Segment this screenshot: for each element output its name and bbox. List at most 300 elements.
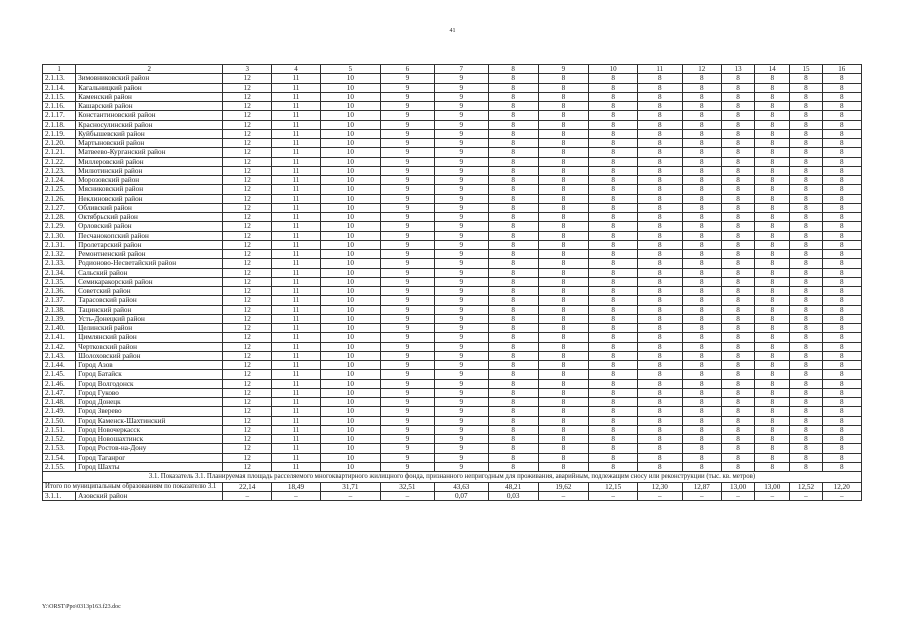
value-cell: 8 bbox=[488, 398, 538, 407]
value-cell: 8 bbox=[790, 287, 822, 296]
row-code: 2.1.23. bbox=[43, 166, 76, 175]
table-row bbox=[43, 120, 862, 129]
value-cell: 8 bbox=[790, 444, 822, 453]
value-cell: 8 bbox=[822, 407, 861, 416]
row-code: 2.1.42. bbox=[43, 342, 76, 351]
value-cell: 12 bbox=[223, 129, 272, 138]
value-cell: 9 bbox=[380, 314, 434, 323]
value-cell: 8 bbox=[755, 120, 790, 129]
value-cell: 10 bbox=[320, 388, 380, 397]
value-cell: 8 bbox=[538, 324, 589, 333]
value-cell: 8 bbox=[488, 314, 538, 323]
value-cell: 8 bbox=[790, 92, 822, 101]
value-cell: 0,07 bbox=[434, 491, 488, 500]
value-cell: 8 bbox=[638, 370, 683, 379]
value-cell: 10 bbox=[320, 259, 380, 268]
table-row bbox=[43, 231, 862, 240]
value-cell: 8 bbox=[538, 435, 589, 444]
value-cell: 8 bbox=[538, 194, 589, 203]
value-cell: 8 bbox=[721, 240, 754, 249]
value-cell: 9 bbox=[380, 102, 434, 111]
value-cell: 8 bbox=[682, 444, 721, 453]
value-cell: 8 bbox=[488, 129, 538, 138]
value-cell: 9 bbox=[434, 370, 488, 379]
row-code: 2.1.19. bbox=[43, 129, 76, 138]
value-cell: 12 bbox=[223, 314, 272, 323]
value-cell: 8 bbox=[538, 74, 589, 83]
value-cell: 8 bbox=[488, 462, 538, 471]
row-name: Ремонтненский район bbox=[76, 250, 223, 259]
value-cell: 8 bbox=[589, 305, 638, 314]
value-cell: 12 bbox=[223, 166, 272, 175]
value-cell: 10 bbox=[320, 462, 380, 471]
value-cell: 8 bbox=[538, 102, 589, 111]
value-cell: 10 bbox=[320, 185, 380, 194]
value-cell: 8 bbox=[538, 388, 589, 397]
value-cell: 8 bbox=[589, 342, 638, 351]
value-cell: – bbox=[589, 491, 638, 500]
value-cell: 8 bbox=[822, 388, 861, 397]
value-cell: 8 bbox=[755, 333, 790, 342]
value-cell: 8 bbox=[538, 111, 589, 120]
value-cell: 9 bbox=[380, 425, 434, 434]
value-cell: 11 bbox=[272, 213, 321, 222]
total-value: 12,30 bbox=[638, 482, 683, 491]
value-cell: 8 bbox=[790, 407, 822, 416]
value-cell: 9 bbox=[434, 148, 488, 157]
row-name: Город Батайск bbox=[76, 370, 223, 379]
value-cell: 12 bbox=[223, 185, 272, 194]
value-cell: 8 bbox=[589, 296, 638, 305]
value-cell: 12 bbox=[223, 231, 272, 240]
value-cell: 8 bbox=[589, 203, 638, 212]
row-code: 2.1.37. bbox=[43, 296, 76, 305]
value-cell: 12 bbox=[223, 240, 272, 249]
value-cell: 8 bbox=[538, 120, 589, 129]
row-name: Целинский район bbox=[76, 324, 223, 333]
total-value: 43,63 bbox=[434, 482, 488, 491]
value-cell: 8 bbox=[538, 268, 589, 277]
row-name: Город Гуково bbox=[76, 388, 223, 397]
table-row bbox=[43, 139, 862, 148]
value-cell: 8 bbox=[790, 111, 822, 120]
value-cell: – bbox=[380, 491, 434, 500]
value-cell: 11 bbox=[272, 287, 321, 296]
row-code: 2.1.22. bbox=[43, 157, 76, 166]
header-cell: 14 bbox=[755, 65, 790, 74]
row-name: Усть-Донецкий район bbox=[76, 314, 223, 323]
total-value: 22,14 bbox=[223, 482, 272, 491]
value-cell: 8 bbox=[682, 361, 721, 370]
value-cell: 9 bbox=[434, 92, 488, 101]
value-cell: 8 bbox=[589, 425, 638, 434]
value-cell: 12 bbox=[223, 268, 272, 277]
value-cell: 8 bbox=[638, 213, 683, 222]
value-cell: 8 bbox=[682, 148, 721, 157]
value-cell: 11 bbox=[272, 74, 321, 83]
value-cell: 8 bbox=[755, 314, 790, 323]
value-cell: 8 bbox=[589, 435, 638, 444]
value-cell: 8 bbox=[721, 185, 754, 194]
value-cell: 8 bbox=[721, 222, 754, 231]
row-name: Город Донецк bbox=[76, 398, 223, 407]
value-cell: 8 bbox=[589, 185, 638, 194]
table-row bbox=[43, 462, 862, 471]
value-cell: 9 bbox=[434, 287, 488, 296]
value-cell: 9 bbox=[380, 222, 434, 231]
value-cell: 11 bbox=[272, 176, 321, 185]
header-cell: 1 bbox=[43, 65, 76, 74]
value-cell: 8 bbox=[638, 83, 683, 92]
value-cell: 10 bbox=[320, 83, 380, 92]
value-cell: 8 bbox=[488, 287, 538, 296]
value-cell: 12 bbox=[223, 259, 272, 268]
header-cell: 5 bbox=[320, 65, 380, 74]
value-cell: 8 bbox=[682, 370, 721, 379]
row-name: Город Шахты bbox=[76, 462, 223, 471]
value-cell: 9 bbox=[434, 324, 488, 333]
value-cell: 10 bbox=[320, 314, 380, 323]
value-cell: 8 bbox=[682, 407, 721, 416]
row-name: Матвеево-Курганский район bbox=[76, 148, 223, 157]
value-cell: 8 bbox=[638, 435, 683, 444]
value-cell: 11 bbox=[272, 83, 321, 92]
value-cell: 8 bbox=[822, 185, 861, 194]
value-cell: 8 bbox=[488, 453, 538, 462]
value-cell: 8 bbox=[721, 259, 754, 268]
header-cell: 10 bbox=[589, 65, 638, 74]
value-cell: 11 bbox=[272, 314, 321, 323]
value-cell: 8 bbox=[538, 222, 589, 231]
value-cell: 8 bbox=[538, 416, 589, 425]
value-cell: 9 bbox=[434, 213, 488, 222]
value-cell: 8 bbox=[682, 277, 721, 286]
value-cell: 8 bbox=[488, 176, 538, 185]
row-name: Песчанокопский район bbox=[76, 231, 223, 240]
value-cell: 10 bbox=[320, 222, 380, 231]
value-cell: 9 bbox=[434, 333, 488, 342]
value-cell: 10 bbox=[320, 287, 380, 296]
value-cell: 8 bbox=[638, 259, 683, 268]
value-cell: 12 bbox=[223, 305, 272, 314]
value-cell: 8 bbox=[589, 102, 638, 111]
file-path-footer: Y:\ORST\Ppo\0313p163.f23.doc bbox=[42, 604, 121, 610]
value-cell: 8 bbox=[790, 462, 822, 471]
value-cell: 9 bbox=[434, 296, 488, 305]
value-cell: 9 bbox=[380, 342, 434, 351]
value-cell: 8 bbox=[755, 250, 790, 259]
table-row bbox=[43, 83, 862, 92]
value-cell: 8 bbox=[721, 250, 754, 259]
value-cell: 10 bbox=[320, 139, 380, 148]
value-cell: 8 bbox=[538, 83, 589, 92]
row-name: Октябрьский район bbox=[76, 213, 223, 222]
value-cell: 8 bbox=[822, 333, 861, 342]
value-cell: 9 bbox=[434, 462, 488, 471]
value-cell: 10 bbox=[320, 407, 380, 416]
value-cell: 10 bbox=[320, 277, 380, 286]
row-code: 2.1.49. bbox=[43, 407, 76, 416]
value-cell: 8 bbox=[638, 379, 683, 388]
value-cell: 12 bbox=[223, 213, 272, 222]
value-cell: 9 bbox=[434, 361, 488, 370]
value-cell: 10 bbox=[320, 129, 380, 138]
data-table-container bbox=[42, 64, 862, 501]
value-cell: 12 bbox=[223, 361, 272, 370]
value-cell: 8 bbox=[822, 361, 861, 370]
value-cell: 8 bbox=[822, 83, 861, 92]
value-cell: 8 bbox=[589, 333, 638, 342]
value-cell: 11 bbox=[272, 92, 321, 101]
value-cell: 8 bbox=[755, 213, 790, 222]
value-cell: 8 bbox=[488, 166, 538, 175]
value-cell: 8 bbox=[790, 425, 822, 434]
value-cell: 10 bbox=[320, 333, 380, 342]
value-cell: 8 bbox=[589, 324, 638, 333]
value-cell: 10 bbox=[320, 250, 380, 259]
header-cell: 4 bbox=[272, 65, 321, 74]
value-cell: 8 bbox=[638, 287, 683, 296]
value-cell: 8 bbox=[822, 296, 861, 305]
value-cell: 8 bbox=[721, 277, 754, 286]
table-row bbox=[43, 222, 862, 231]
value-cell: 9 bbox=[434, 203, 488, 212]
value-cell: 12 bbox=[223, 342, 272, 351]
value-cell: 8 bbox=[721, 148, 754, 157]
value-cell: 8 bbox=[589, 129, 638, 138]
value-cell: 8 bbox=[790, 370, 822, 379]
value-cell: 9 bbox=[434, 351, 488, 360]
value-cell: 9 bbox=[380, 148, 434, 157]
value-cell: 8 bbox=[755, 157, 790, 166]
header-cell: 6 bbox=[380, 65, 434, 74]
value-cell: 8 bbox=[488, 92, 538, 101]
table-row bbox=[43, 453, 862, 462]
table-row bbox=[43, 129, 862, 138]
value-cell: 8 bbox=[822, 435, 861, 444]
value-cell: 8 bbox=[638, 388, 683, 397]
row-name: Тарасовский район bbox=[76, 296, 223, 305]
value-cell: 8 bbox=[755, 277, 790, 286]
value-cell: 9 bbox=[380, 213, 434, 222]
value-cell: 10 bbox=[320, 444, 380, 453]
total-value: 13,00 bbox=[755, 482, 790, 491]
value-cell: 8 bbox=[589, 194, 638, 203]
value-cell: 8 bbox=[638, 398, 683, 407]
value-cell: 8 bbox=[682, 185, 721, 194]
value-cell: 8 bbox=[589, 388, 638, 397]
value-cell: 12 bbox=[223, 379, 272, 388]
value-cell: 8 bbox=[538, 139, 589, 148]
row-name: Чертковский район bbox=[76, 342, 223, 351]
value-cell: 8 bbox=[721, 416, 754, 425]
value-cell: 8 bbox=[682, 342, 721, 351]
value-cell: 8 bbox=[589, 379, 638, 388]
value-cell: 9 bbox=[380, 92, 434, 101]
value-cell: 8 bbox=[538, 379, 589, 388]
page-number: 41 bbox=[449, 28, 456, 34]
value-cell: 8 bbox=[589, 416, 638, 425]
value-cell: 9 bbox=[380, 120, 434, 129]
value-cell: 8 bbox=[538, 259, 589, 268]
value-cell: 8 bbox=[822, 213, 861, 222]
value-cell: 8 bbox=[488, 250, 538, 259]
value-cell: 9 bbox=[434, 398, 488, 407]
value-cell: 12 bbox=[223, 74, 272, 83]
table-row bbox=[43, 74, 862, 83]
value-cell: 8 bbox=[538, 305, 589, 314]
value-cell: 8 bbox=[682, 231, 721, 240]
value-cell: 8 bbox=[790, 268, 822, 277]
row-code: 2.1.20. bbox=[43, 139, 76, 148]
table-row bbox=[43, 314, 862, 323]
value-cell: 8 bbox=[589, 398, 638, 407]
value-cell: 8 bbox=[755, 453, 790, 462]
value-cell: 8 bbox=[538, 287, 589, 296]
value-cell: 8 bbox=[589, 277, 638, 286]
value-cell: 10 bbox=[320, 398, 380, 407]
row-code: 2.1.40. bbox=[43, 324, 76, 333]
value-cell: 10 bbox=[320, 194, 380, 203]
value-cell: 8 bbox=[822, 342, 861, 351]
value-cell: 12 bbox=[223, 416, 272, 425]
value-cell: 12 bbox=[223, 92, 272, 101]
value-cell: 10 bbox=[320, 231, 380, 240]
value-cell: 8 bbox=[755, 351, 790, 360]
value-cell: 11 bbox=[272, 222, 321, 231]
row-code: 2.1.55. bbox=[43, 462, 76, 471]
value-cell: 8 bbox=[488, 435, 538, 444]
value-cell: 8 bbox=[721, 129, 754, 138]
value-cell: 11 bbox=[272, 462, 321, 471]
value-cell: 8 bbox=[488, 185, 538, 194]
total-value: 12,15 bbox=[589, 482, 638, 491]
value-cell: 8 bbox=[822, 444, 861, 453]
value-cell: 12 bbox=[223, 157, 272, 166]
value-cell: 8 bbox=[488, 444, 538, 453]
value-cell: 8 bbox=[488, 416, 538, 425]
value-cell: 12 bbox=[223, 83, 272, 92]
value-cell: 8 bbox=[589, 231, 638, 240]
value-cell: 8 bbox=[790, 314, 822, 323]
table-row bbox=[43, 379, 862, 388]
value-cell: 8 bbox=[755, 398, 790, 407]
value-cell: 8 bbox=[721, 305, 754, 314]
value-cell: 8 bbox=[755, 92, 790, 101]
value-cell: 8 bbox=[538, 453, 589, 462]
value-cell: 8 bbox=[589, 83, 638, 92]
value-cell: – bbox=[822, 491, 861, 500]
table-row bbox=[43, 250, 862, 259]
value-cell: 8 bbox=[755, 222, 790, 231]
value-cell: 11 bbox=[272, 250, 321, 259]
value-cell: 8 bbox=[538, 370, 589, 379]
value-cell: 9 bbox=[380, 129, 434, 138]
value-cell: 8 bbox=[721, 203, 754, 212]
value-cell: 8 bbox=[638, 361, 683, 370]
value-cell: 11 bbox=[272, 324, 321, 333]
table-row bbox=[43, 240, 862, 249]
value-cell: 8 bbox=[538, 333, 589, 342]
row-code: 2.1.52. bbox=[43, 435, 76, 444]
indicator-caption: 3.1. Показатель 3.1. Планируемая площадь расселяемого многоквартирного жилищного фонда, признанного непригодным для проживания, аварийным, подлежащим сносу или реконструкции (тыс. кв. метров) bbox=[43, 472, 862, 483]
row-code: 2.1.31. bbox=[43, 240, 76, 249]
row-code: 2.1.34. bbox=[43, 268, 76, 277]
value-cell: 11 bbox=[272, 157, 321, 166]
header-cell: 8 bbox=[488, 65, 538, 74]
value-cell: 9 bbox=[434, 176, 488, 185]
value-cell: 8 bbox=[638, 203, 683, 212]
value-cell: 10 bbox=[320, 268, 380, 277]
value-cell: 8 bbox=[488, 324, 538, 333]
table-row bbox=[43, 102, 862, 111]
value-cell: 8 bbox=[538, 250, 589, 259]
value-cell: 8 bbox=[638, 74, 683, 83]
value-cell: 8 bbox=[638, 222, 683, 231]
value-cell: 8 bbox=[822, 425, 861, 434]
value-cell: 9 bbox=[434, 388, 488, 397]
value-cell: 8 bbox=[488, 351, 538, 360]
value-cell: 8 bbox=[822, 268, 861, 277]
value-cell: 8 bbox=[822, 453, 861, 462]
value-cell: 8 bbox=[822, 287, 861, 296]
table-row bbox=[43, 351, 862, 360]
value-cell: 9 bbox=[380, 277, 434, 286]
value-cell: 8 bbox=[790, 213, 822, 222]
row-code: 2.1.15. bbox=[43, 92, 76, 101]
value-cell: 8 bbox=[822, 398, 861, 407]
value-cell: – bbox=[721, 491, 754, 500]
value-cell: 8 bbox=[790, 351, 822, 360]
value-cell: 8 bbox=[488, 370, 538, 379]
value-cell: 8 bbox=[538, 185, 589, 194]
value-cell: 8 bbox=[755, 240, 790, 249]
value-cell: 10 bbox=[320, 120, 380, 129]
value-cell: 8 bbox=[488, 231, 538, 240]
table-row bbox=[43, 92, 862, 101]
value-cell: 9 bbox=[380, 111, 434, 120]
value-cell: 8 bbox=[589, 361, 638, 370]
value-cell: 9 bbox=[380, 157, 434, 166]
value-cell: 8 bbox=[589, 268, 638, 277]
value-cell: 8 bbox=[822, 194, 861, 203]
value-cell: 8 bbox=[790, 324, 822, 333]
value-cell: 8 bbox=[755, 370, 790, 379]
value-cell: 8 bbox=[721, 314, 754, 323]
value-cell: 8 bbox=[755, 166, 790, 175]
table-row bbox=[43, 388, 862, 397]
value-cell: 12 bbox=[223, 139, 272, 148]
value-cell: 9 bbox=[380, 407, 434, 416]
row-name: Советский район bbox=[76, 287, 223, 296]
value-cell: 11 bbox=[272, 185, 321, 194]
row-name: Красносулинский район bbox=[76, 120, 223, 129]
row-name: Город Новошахтинск bbox=[76, 435, 223, 444]
value-cell: 8 bbox=[538, 462, 589, 471]
value-cell: 8 bbox=[488, 83, 538, 92]
row-code: 2.1.43. bbox=[43, 351, 76, 360]
value-cell: 8 bbox=[721, 139, 754, 148]
value-cell: 11 bbox=[272, 388, 321, 397]
value-cell: 8 bbox=[682, 416, 721, 425]
value-cell: 8 bbox=[682, 129, 721, 138]
table-row bbox=[43, 166, 862, 175]
value-cell: 8 bbox=[721, 361, 754, 370]
row-name: Сальский район bbox=[76, 268, 223, 277]
value-cell: 8 bbox=[721, 213, 754, 222]
value-cell: 9 bbox=[380, 240, 434, 249]
value-cell: 10 bbox=[320, 157, 380, 166]
